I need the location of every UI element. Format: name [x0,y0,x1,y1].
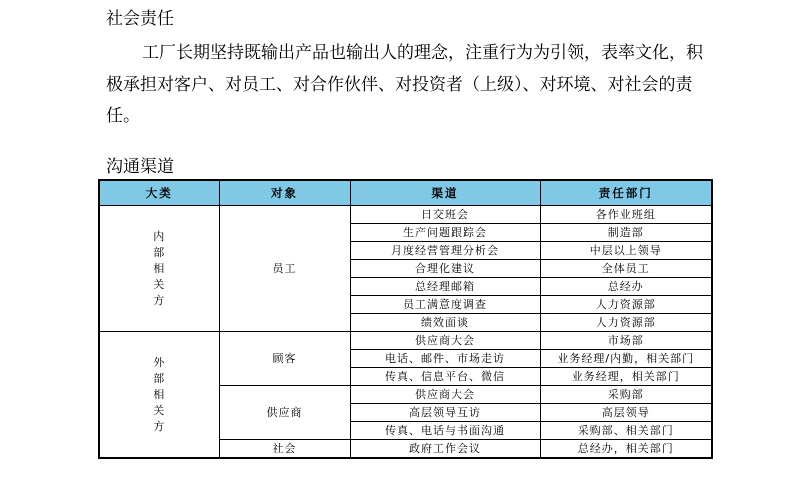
audience-suppliers: 供应商 [219,386,350,440]
department-cell: 高层领导 [540,404,712,422]
header-channel: 渠道 [350,180,540,206]
channel-cell: 电话、邮件、市场走访 [350,350,540,368]
channel-cell: 生产问题跟踪会 [350,224,540,242]
body-paragraph: 工厂长期坚持既输出产品也输出人的理念，注重行为为引领，表率文化，积极承担对客户、对员工、对合作伙伴、对投资者（上级）、对环境、对社会的责任。 [106,43,703,126]
channel-cell: 传真、电话与书面沟通 [350,422,540,440]
category-internal: 内 部 相 关 方 [99,206,219,332]
channel-cell: 总经理邮箱 [350,278,540,296]
channel-cell: 供应商大会 [350,332,540,350]
channel-cell: 供应商大会 [350,386,540,404]
channel-cell: 政府工作会议 [350,440,540,459]
department-cell: 总经办 [540,278,712,296]
channel-cell: 绩效面谈 [350,314,540,332]
department-cell: 中层以上领导 [540,242,712,260]
table-row [99,332,712,350]
department-cell: 全体员工 [540,260,712,278]
audience-customers: 顾客 [219,332,350,386]
department-cell: 总经办，相关部门 [540,440,712,459]
category-external: 外 部 相 关 方 [99,332,219,459]
channel-cell: 高层领导互访 [350,404,540,422]
channel-cell: 合理化建议 [350,260,540,278]
header-audience: 对象 [219,180,350,206]
channel-cell: 传真、信息平台、微信 [350,368,540,386]
channel-cell: 日交班会 [350,206,540,224]
department-cell: 制造部 [540,224,712,242]
department-cell: 各作业班组 [540,206,712,224]
department-cell: 市场部 [540,332,712,350]
communication-channels-table [98,179,713,459]
table-header-row [99,180,712,206]
department-cell: 采购部、相关部门 [540,422,712,440]
channel-cell: 员工满意度调查 [350,296,540,314]
table-row [99,206,712,224]
channel-cell: 月度经营管理分析会 [350,242,540,260]
header-department: 责任部门 [540,180,712,206]
department-cell: 业务经理，相关部门 [540,368,712,386]
table-caption: 沟通渠道 [106,157,174,177]
audience-employees: 员工 [219,206,350,332]
department-cell: 人力资源部 [540,296,712,314]
department-cell: 人力资源部 [540,314,712,332]
department-cell: 采购部 [540,386,712,404]
header-category: 大类 [99,180,219,206]
audience-society: 社会 [219,440,350,459]
section-title: 社会责任 [106,9,174,29]
department-cell: 业务经理/内勤，相关部门 [540,350,712,368]
